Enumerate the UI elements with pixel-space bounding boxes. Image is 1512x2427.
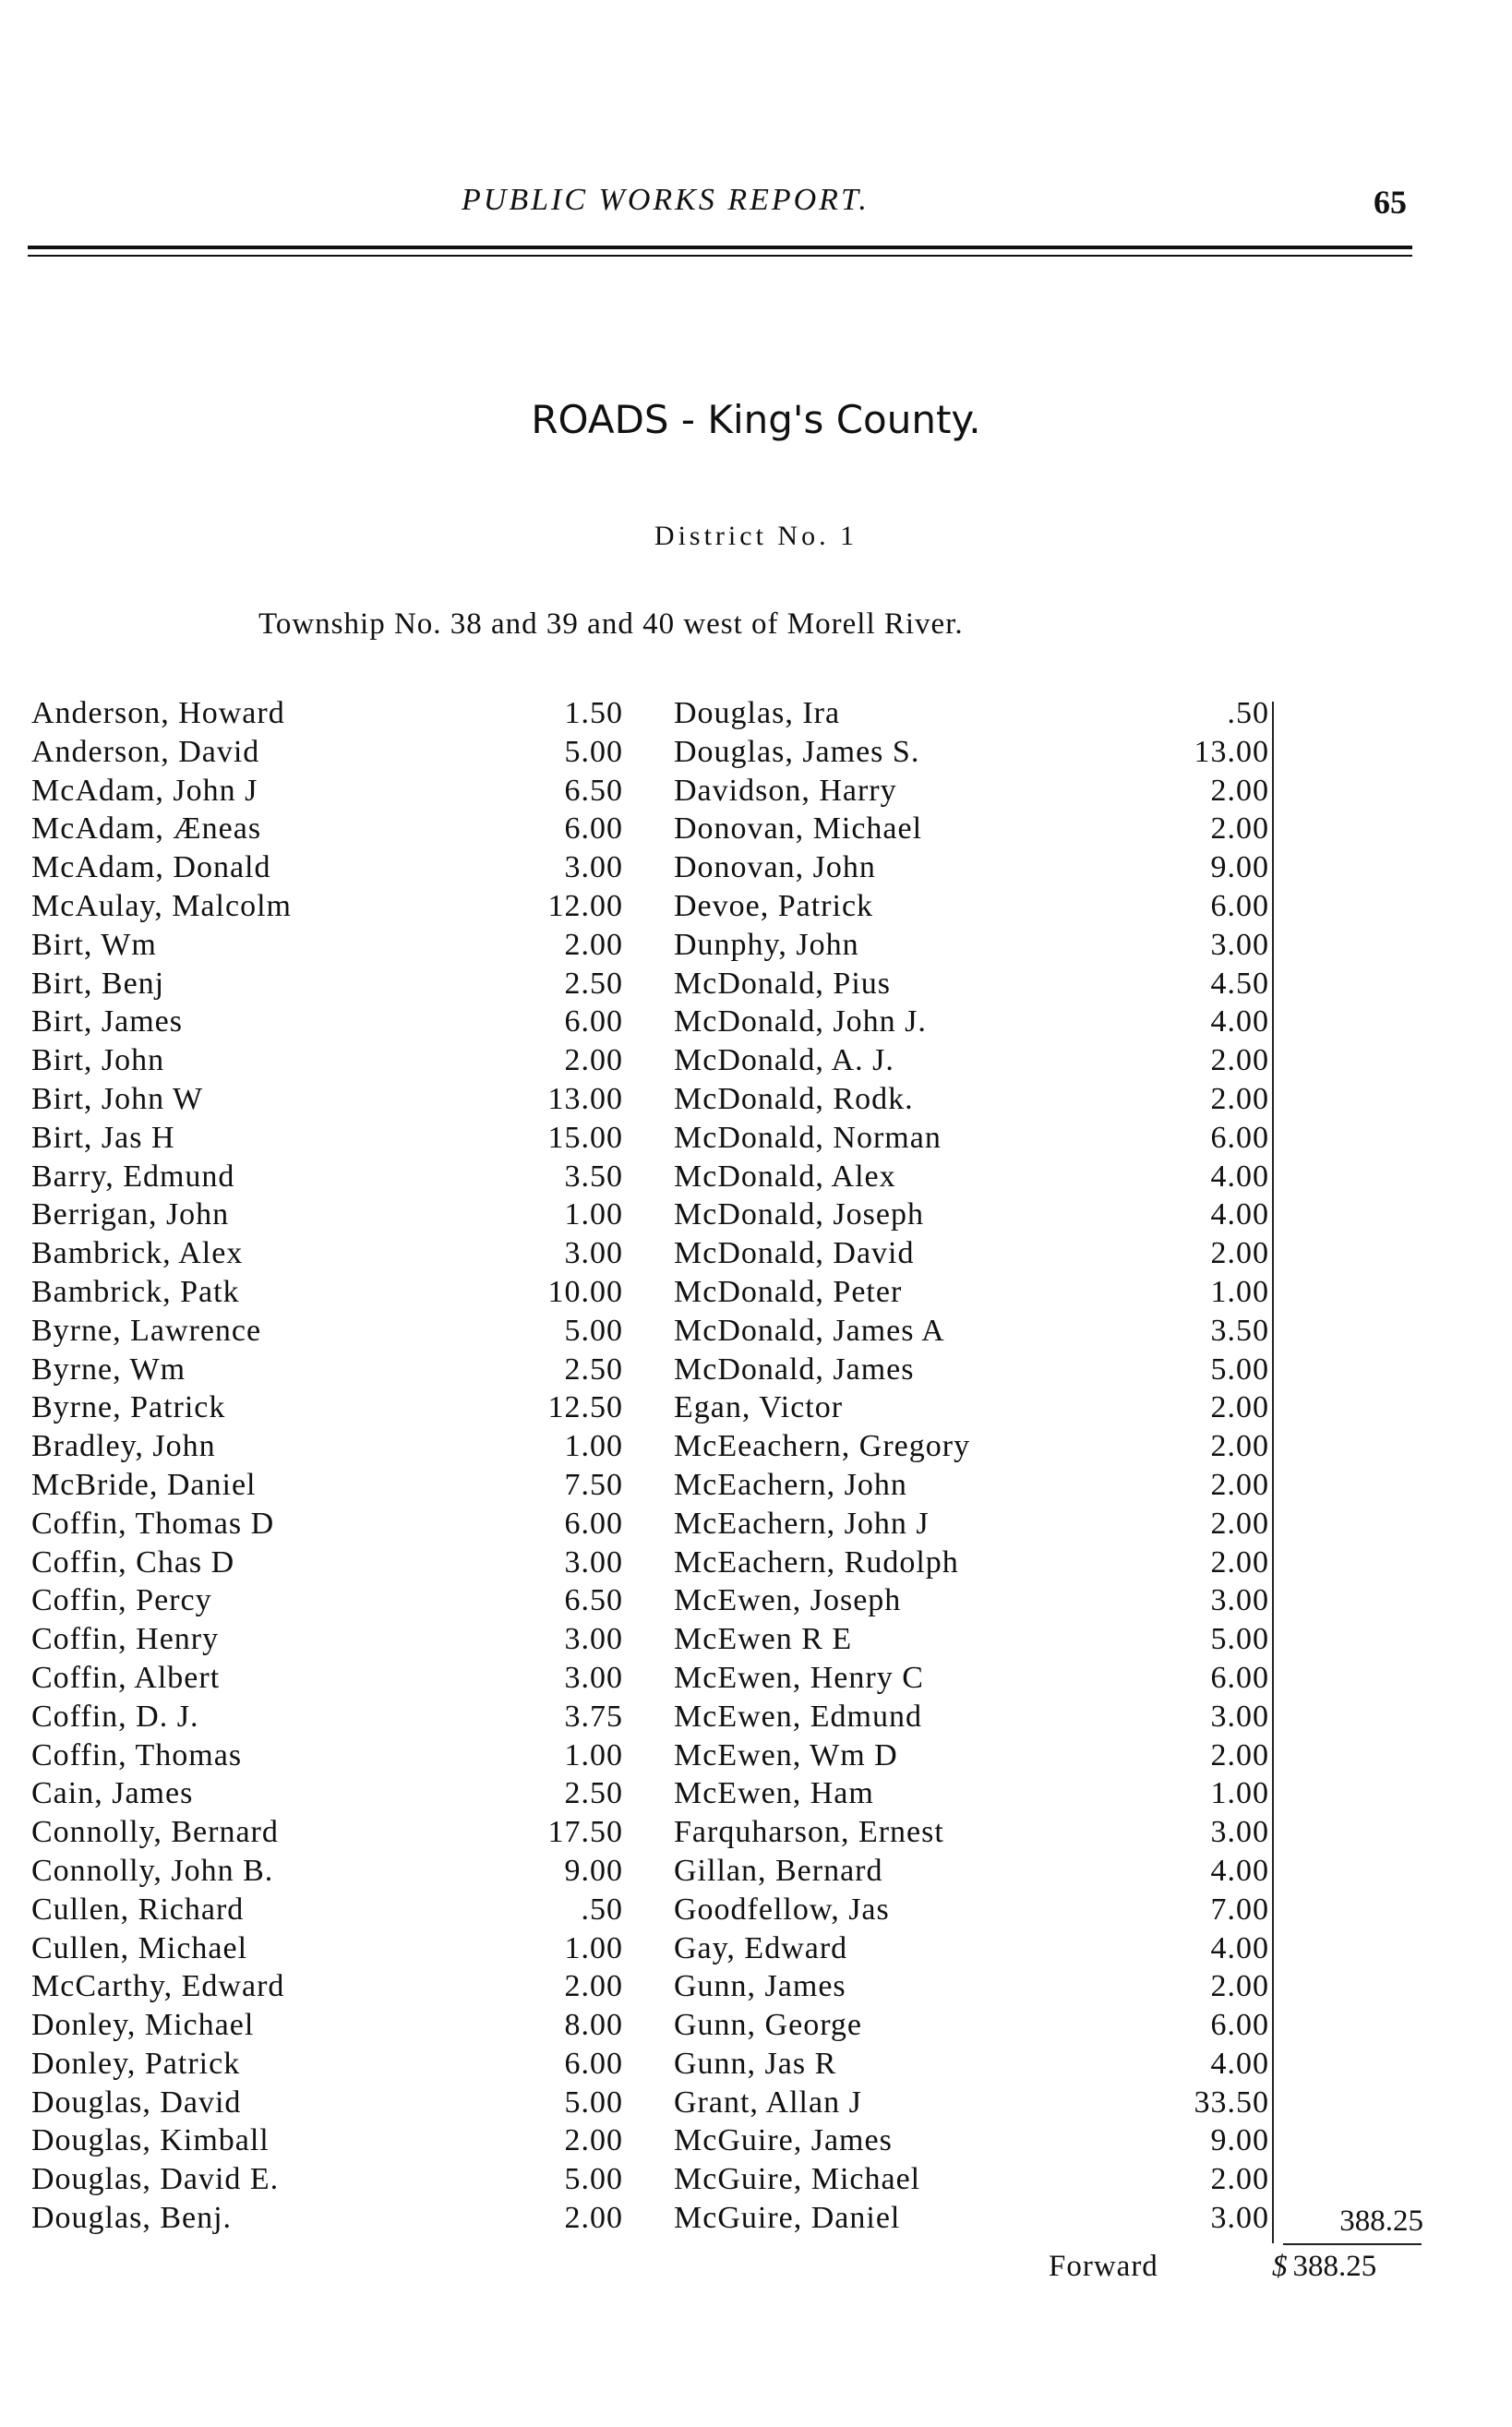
left-amount: 12.00: [547, 888, 623, 923]
right-amount: 6.00: [1210, 1660, 1269, 1695]
left-amount: 3.00: [564, 1544, 623, 1580]
ledger-row: [0, 694, 1512, 733]
left-amount: 7.50: [564, 1467, 623, 1502]
right-name: McDonald, Joseph: [674, 1197, 924, 1232]
left-name: McBride, Daniel: [31, 1467, 257, 1502]
left-name: McAulay, Malcolm: [31, 888, 292, 923]
ledger-row: [0, 848, 1512, 887]
right-amount: 3.00: [1210, 1699, 1269, 1734]
right-name: McEachern, John J: [674, 1506, 930, 1541]
ledger-row: [0, 2006, 1512, 2045]
right-name: McDonald, John J.: [674, 1004, 927, 1039]
ledger-row: [0, 772, 1512, 811]
ledger-row: [0, 733, 1512, 772]
right-amount: 2.00: [1210, 1467, 1269, 1502]
left-name: Bradley, John: [31, 1429, 216, 1464]
ledger-row: [0, 965, 1512, 1003]
right-amount: 1.00: [1210, 1776, 1269, 1811]
ledger-row: [0, 2121, 1512, 2160]
township-subheading: Township No. 38 and 39 and 40 west of Morell River.: [258, 607, 964, 641]
ledger-row: [0, 1041, 1512, 1080]
right-name: Gillan, Bernard: [674, 1853, 883, 1888]
forward-label: Forward: [1049, 2250, 1158, 2283]
ledger-row: [0, 926, 1512, 965]
right-amount: 2.00: [1210, 1506, 1269, 1541]
ledger-row: [0, 1119, 1512, 1158]
left-name: Coffin, Thomas: [31, 1737, 243, 1772]
right-name: McGuire, Daniel: [674, 2201, 901, 2236]
left-name: Cullen, Michael: [31, 1930, 248, 1965]
forward-amount: [1272, 2250, 1376, 2284]
right-amount: 3.00: [1210, 1815, 1269, 1850]
ledger-row: [0, 1158, 1512, 1196]
right-amount: 9.00: [1210, 2123, 1269, 2158]
right-name: Farquharson, Ernest: [674, 1815, 944, 1850]
left-amount: 2.50: [564, 966, 623, 1001]
right-amount: 4.00: [1210, 1197, 1269, 1232]
right-name: McDonald, Norman: [674, 1120, 942, 1155]
left-amount: 10.00: [547, 1274, 623, 1309]
right-name: McDonald, David: [674, 1236, 915, 1271]
left-amount: 5.00: [564, 2162, 623, 2197]
left-amount: .50: [581, 1892, 623, 1927]
right-amount: 2.00: [1210, 1043, 1269, 1078]
right-name: Gunn, George: [674, 2008, 862, 2043]
ledger-row: [0, 1736, 1512, 1775]
right-amount: .50: [1227, 696, 1269, 730]
right-amount: 5.00: [1210, 1352, 1269, 1387]
left-amount: 5.00: [564, 734, 623, 769]
ledger-row: [0, 1273, 1512, 1312]
left-name: Connolly, John B.: [31, 1853, 274, 1888]
left-amount: 2.00: [564, 1969, 623, 2004]
ledger-row: [0, 1620, 1512, 1659]
left-name: Connolly, Bernard: [31, 1815, 279, 1850]
right-name: McDonald, Alex: [674, 1159, 896, 1194]
right-name: McEwen, Edmund: [674, 1699, 922, 1734]
right-name: Devoe, Patrick: [674, 888, 874, 923]
left-name: Anderson, David: [31, 734, 260, 769]
page-title: ROADS - King's County.: [531, 397, 981, 442]
right-amount: 4.50: [1210, 966, 1269, 1001]
left-amount: 15.00: [547, 1120, 623, 1155]
right-amount: 7.00: [1210, 1892, 1269, 1927]
right-name: McEachern, Rudolph: [674, 1544, 959, 1580]
ledger-row: [0, 1774, 1512, 1813]
left-name: Birt, Wm: [31, 927, 157, 962]
right-name: Dunphy, John: [674, 927, 859, 962]
amount-column-rule: [1272, 702, 1274, 2243]
left-amount: 3.00: [564, 1622, 623, 1657]
header-rule-thin: [28, 255, 1412, 257]
right-name: McDonald, James: [674, 1352, 915, 1387]
ledger-row: [0, 1659, 1512, 1698]
left-amount: 8.00: [564, 2008, 623, 2043]
left-amount: 5.00: [564, 2085, 623, 2120]
left-name: Coffin, Thomas D: [31, 1506, 275, 1541]
total-rule: [1283, 2243, 1422, 2245]
left-name: Byrne, Wm: [31, 1352, 186, 1387]
district-heading: District No. 1: [654, 521, 858, 551]
ledger-row: [0, 2045, 1512, 2084]
left-name: Anderson, Howard: [31, 696, 285, 730]
right-amount: 3.00: [1210, 1583, 1269, 1618]
left-name: Donley, Michael: [31, 2008, 255, 2043]
right-name: Egan, Victor: [674, 1390, 844, 1425]
ledger-row: [0, 1581, 1512, 1620]
left-amount: 6.00: [564, 1004, 623, 1039]
left-amount: 3.00: [564, 1660, 623, 1695]
left-name: Birt, Jas H: [31, 1120, 175, 1155]
right-amount: 2.00: [1210, 1544, 1269, 1580]
left-amount: 1.00: [564, 1429, 623, 1464]
right-amount: 3.50: [1210, 1313, 1269, 1348]
left-name: Birt, Benj: [31, 966, 165, 1001]
roads-ledger: [0, 694, 1512, 2238]
right-amount: 1.00: [1210, 1274, 1269, 1309]
right-amount: 13.00: [1194, 734, 1269, 769]
left-amount: 2.00: [564, 1043, 623, 1078]
ledger-row: [0, 2199, 1512, 2238]
right-name: McGuire, Michael: [674, 2162, 921, 2197]
left-name: Donley, Patrick: [31, 2046, 241, 2081]
left-amount: 6.00: [564, 2046, 623, 2081]
left-name: Berrigan, John: [31, 1197, 230, 1232]
left-amount: 2.00: [564, 2201, 623, 2236]
left-name: Douglas, David: [31, 2085, 242, 2120]
right-name: Douglas, Ira: [674, 696, 841, 730]
right-name: Davidson, Harry: [674, 773, 897, 808]
left-amount: 12.50: [547, 1390, 623, 1425]
right-amount: 6.00: [1210, 2008, 1269, 2043]
page-number: 65: [1374, 184, 1407, 221]
left-name: McAdam, John J: [31, 773, 258, 808]
left-name: Cain, James: [31, 1776, 194, 1811]
left-amount: 3.75: [564, 1699, 623, 1734]
forward-value: 388.25: [1292, 2250, 1377, 2283]
left-name: Douglas, Kimball: [31, 2123, 270, 2158]
left-name: Byrne, Patrick: [31, 1390, 226, 1425]
right-amount: 4.00: [1210, 2046, 1269, 2081]
right-amount: 2.00: [1210, 1081, 1269, 1116]
right-name: McEwen R E: [674, 1622, 853, 1657]
column-total: 388.25: [1339, 2205, 1423, 2238]
right-name: McDonald, A. J.: [674, 1043, 894, 1078]
right-amount: 3.00: [1210, 2201, 1269, 2236]
left-name: Bambrick, Alex: [31, 1236, 244, 1271]
left-name: Coffin, Percy: [31, 1583, 212, 1618]
right-name: Gunn, James: [674, 1969, 846, 2004]
right-name: McEwen, Henry C: [674, 1660, 924, 1695]
right-amount: 4.00: [1210, 1159, 1269, 1194]
left-amount: 3.00: [564, 1236, 623, 1271]
ledger-row: [0, 810, 1512, 848]
left-name: Coffin, Chas D: [31, 1544, 235, 1580]
ledger-row: [0, 1929, 1512, 1968]
ledger-row: [0, 1427, 1512, 1466]
ledger-row: [0, 1388, 1512, 1427]
ledger-row: [0, 1312, 1512, 1351]
right-amount: 5.00: [1210, 1622, 1269, 1657]
right-name: McGuire, James: [674, 2123, 893, 2158]
left-amount: 6.00: [564, 811, 623, 847]
right-amount: 2.00: [1210, 1390, 1269, 1425]
left-name: Byrne, Lawrence: [31, 1313, 262, 1348]
right-name: Donovan, John: [674, 850, 876, 885]
left-name: Douglas, David E.: [31, 2162, 280, 2197]
left-name: Bambrick, Patk: [31, 1274, 240, 1309]
left-amount: 6.50: [564, 1583, 623, 1618]
left-amount: 2.00: [564, 927, 623, 962]
right-name: Grant, Allan J: [674, 2085, 862, 2120]
left-name: Cullen, Richard: [31, 1892, 245, 1927]
right-amount: 2.00: [1210, 811, 1269, 847]
ledger-row: [0, 1891, 1512, 1929]
left-amount: 1.50: [564, 696, 623, 730]
right-amount: 4.00: [1210, 1853, 1269, 1888]
running-title: PUBLIC WORKS REPORT.: [462, 183, 870, 217]
left-name: McCarthy, Edward: [31, 1969, 285, 2004]
left-name: McAdam, Æneas: [31, 811, 262, 847]
header-rule: [28, 246, 1412, 249]
right-amount: 2.00: [1210, 773, 1269, 808]
ledger-row: [0, 1544, 1512, 1582]
right-amount: 4.00: [1210, 1930, 1269, 1965]
right-name: McEwen, Ham: [674, 1776, 874, 1811]
left-amount: 2.50: [564, 1776, 623, 1811]
right-amount: 33.50: [1194, 2085, 1269, 2120]
right-amount: 6.00: [1210, 1120, 1269, 1155]
right-name: McDonald, Peter: [674, 1274, 903, 1309]
right-name: McEwen, Wm D: [674, 1737, 898, 1772]
left-amount: 17.50: [547, 1815, 623, 1850]
right-name: Donovan, Michael: [674, 811, 923, 847]
left-amount: 1.00: [564, 1737, 623, 1772]
ledger-row: [0, 2160, 1512, 2199]
right-name: McEwen, Joseph: [674, 1583, 902, 1618]
left-amount: 3.50: [564, 1159, 623, 1194]
ledger-row: [0, 1003, 1512, 1041]
right-amount: 3.00: [1210, 927, 1269, 962]
ledger-row: [0, 1852, 1512, 1891]
right-name: Goodfellow, Jas: [674, 1892, 890, 1927]
ledger-row: [0, 1080, 1512, 1119]
left-name: Barry, Edmund: [31, 1159, 235, 1194]
left-amount: 6.00: [564, 1506, 623, 1541]
left-name: Birt, John: [31, 1043, 165, 1078]
right-amount: 9.00: [1210, 850, 1269, 885]
ledger-row: [0, 1698, 1512, 1736]
ledger-row: [0, 1234, 1512, 1273]
ledger-row: [0, 1813, 1512, 1852]
left-amount: 13.00: [547, 1081, 623, 1116]
right-name: McEeachern, Gregory: [674, 1429, 971, 1464]
right-name: McDonald, James A: [674, 1313, 945, 1348]
ledger-row: [0, 887, 1512, 926]
left-name: Douglas, Benj.: [31, 2201, 233, 2236]
left-name: McAdam, Donald: [31, 850, 271, 885]
left-amount: 1.00: [564, 1197, 623, 1232]
right-amount: 2.00: [1210, 2162, 1269, 2197]
right-name: Gunn, Jas R: [674, 2046, 837, 2081]
right-amount: 2.00: [1210, 1236, 1269, 1271]
left-amount: 6.50: [564, 773, 623, 808]
right-amount: 2.00: [1210, 1737, 1269, 1772]
left-amount: 1.00: [564, 1930, 623, 1965]
left-amount: 3.00: [564, 850, 623, 885]
running-header: [0, 183, 1512, 229]
right-amount: 6.00: [1210, 888, 1269, 923]
left-name: Birt, John W: [31, 1081, 204, 1116]
left-amount: 5.00: [564, 1313, 623, 1348]
ledger-row: [0, 2084, 1512, 2122]
right-name: Douglas, James S.: [674, 734, 920, 769]
ledger-row: [0, 1195, 1512, 1234]
left-name: Coffin, D. J.: [31, 1699, 199, 1734]
right-name: McDonald, Pius: [674, 966, 891, 1001]
right-name: McDonald, Rodk.: [674, 1081, 914, 1116]
left-amount: 2.00: [564, 2123, 623, 2158]
right-amount: 4.00: [1210, 1004, 1269, 1039]
left-name: Coffin, Henry: [31, 1622, 220, 1657]
left-name: Birt, James: [31, 1004, 183, 1039]
left-name: Coffin, Albert: [31, 1660, 221, 1695]
ledger-row: [0, 1505, 1512, 1544]
right-amount: 2.00: [1210, 1969, 1269, 2004]
left-amount: 9.00: [564, 1853, 623, 1888]
right-name: Gay, Edward: [674, 1930, 848, 1965]
right-name: McEachern, John: [674, 1467, 907, 1502]
ledger-row: [0, 1351, 1512, 1389]
left-amount: 2.50: [564, 1352, 623, 1387]
ledger-row: [0, 1967, 1512, 2006]
right-amount: 2.00: [1210, 1429, 1269, 1464]
currency-symbol: $: [1272, 2250, 1288, 2283]
ledger-row: [0, 1466, 1512, 1505]
